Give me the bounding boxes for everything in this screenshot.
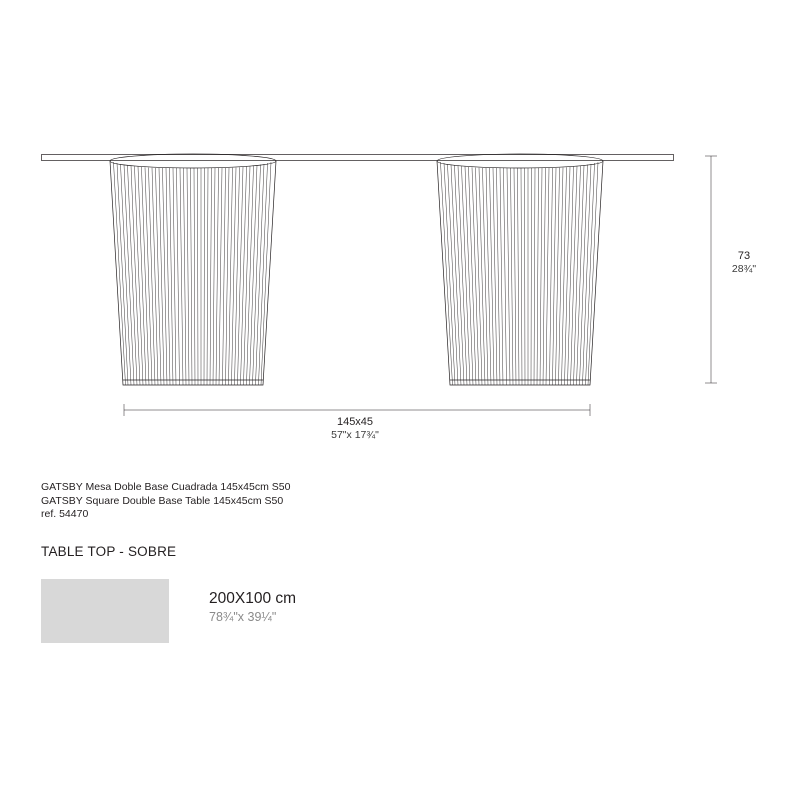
- right-base-outline: [437, 161, 603, 385]
- table-top-section-title: [41, 544, 176, 559]
- section-title-subtitle: SOBRE: [127, 544, 177, 559]
- table-top-swatch[interactable]: [41, 579, 169, 643]
- section-title-main: TABLE TOP: [41, 544, 116, 559]
- width-dimension-label: [295, 416, 415, 442]
- table-top-option-row[interactable]: [41, 579, 296, 643]
- height-dimension-label: [714, 250, 774, 276]
- product-reference: ref. 54470: [41, 508, 89, 520]
- left-base-ribs: [114, 162, 272, 385]
- left-base-outline: [110, 161, 276, 385]
- width-dimension-line: [124, 404, 590, 416]
- right-base-top-ellipse: [437, 154, 603, 168]
- width-dimension-metric: 145x45: [336, 416, 374, 428]
- product-name-es: GATSBY Mesa Doble Base Cuadrada 145x45cm S50: [41, 481, 291, 493]
- product-description: [41, 481, 290, 522]
- height-dimension-imperial: 28¾": [731, 263, 757, 275]
- height-dimension-metric: 73: [737, 250, 751, 262]
- section-title-separator: -: [119, 544, 124, 559]
- width-dimension-imperial: 57"x 17¾": [331, 429, 379, 441]
- right-base-ribs: [441, 162, 599, 385]
- product-name-en: GATSBY Square Double Base Table 145x45cm S50: [41, 494, 284, 507]
- table-top-size-imperial: 78¾"x 39¼": [209, 610, 277, 624]
- left-base-top-ellipse: [110, 154, 276, 168]
- table-top-slab: [42, 155, 674, 161]
- table-top-size-labels: [209, 579, 296, 625]
- table-top-size-metric: 200X100 cm: [209, 590, 297, 607]
